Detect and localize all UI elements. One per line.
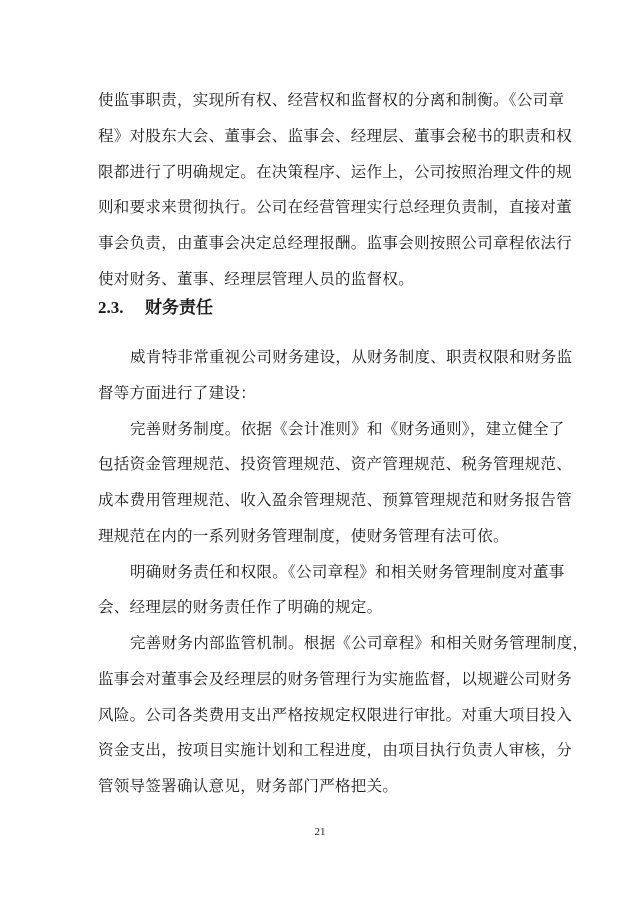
body-text-line: 使对财务、董事、经理层管理人员的监督权。 [98,270,415,288]
paragraph-first-line: 威肯特非常重视公司财务建设，从财务制度、职责权限和财务监 [130,348,573,366]
section-title: 财务责任 [145,298,213,318]
body-text-line: 限都进行了明确规定。在决策程序、运作上，公司按照治理文件的规 [98,163,573,181]
body-text-line: 理规范在内的一系列财务管理制度，使财务管理有法可依。 [98,527,509,545]
body-text-line: 风险。公司各类费用支出严格按规定权限进行审批。对重大项目投入 [98,706,573,724]
body-text-line: 督等方面进行了建设： [98,384,257,402]
body-text-line: 使监事职责，实现所有权、经营权和监督权的分离和制衡。《公司章 [98,91,565,109]
body-text-line: 会、经理层的财务责任作了明确的规定。 [98,598,383,616]
body-text-line: 成本费用管理规范、收入盈余管理规范、预算管理规范和财务报告管 [98,491,573,509]
body-text-line: 管领导签署确认意见，财务部门严格把关。 [98,777,399,795]
section-number: 2.3. [98,298,124,317]
body-text-line: 包括资金管理规范、投资管理规范、资产管理规范、税务管理规范、 [98,455,573,473]
section-heading [98,296,213,320]
page-number: 21 [314,826,326,838]
body-text-line: 程》对股东大会、董事会、监事会、经理层、董事会秘书的职责和权 [98,127,573,145]
body-text-line: 监事会对董事会及经理层的财务管理行为实施监督，以规避公司财务 [98,670,573,688]
body-text-line: 事会负责，由董事会决定总经理报酬。监事会则按照公司章程依法行 [98,234,573,252]
paragraph-first-line: 完善财务制度。依据《会计准则》和《财务通则》，建立健全了 [130,420,565,438]
paragraph-first-line: 明确财务责任和权限。《公司章程》和相关财务管理制度对董事 [130,563,565,581]
body-text-line: 资金支出，按项目实施计划和工程进度，由项目执行负责人审核，分 [98,741,573,759]
body-text-line: 则和要求来贯彻执行。公司在经营管理实行总经理负责制，直接对董 [98,198,573,216]
paragraph-first-line: 完善财务内部监管机制。根据《公司章程》和相关财务管理制度， [130,634,589,652]
